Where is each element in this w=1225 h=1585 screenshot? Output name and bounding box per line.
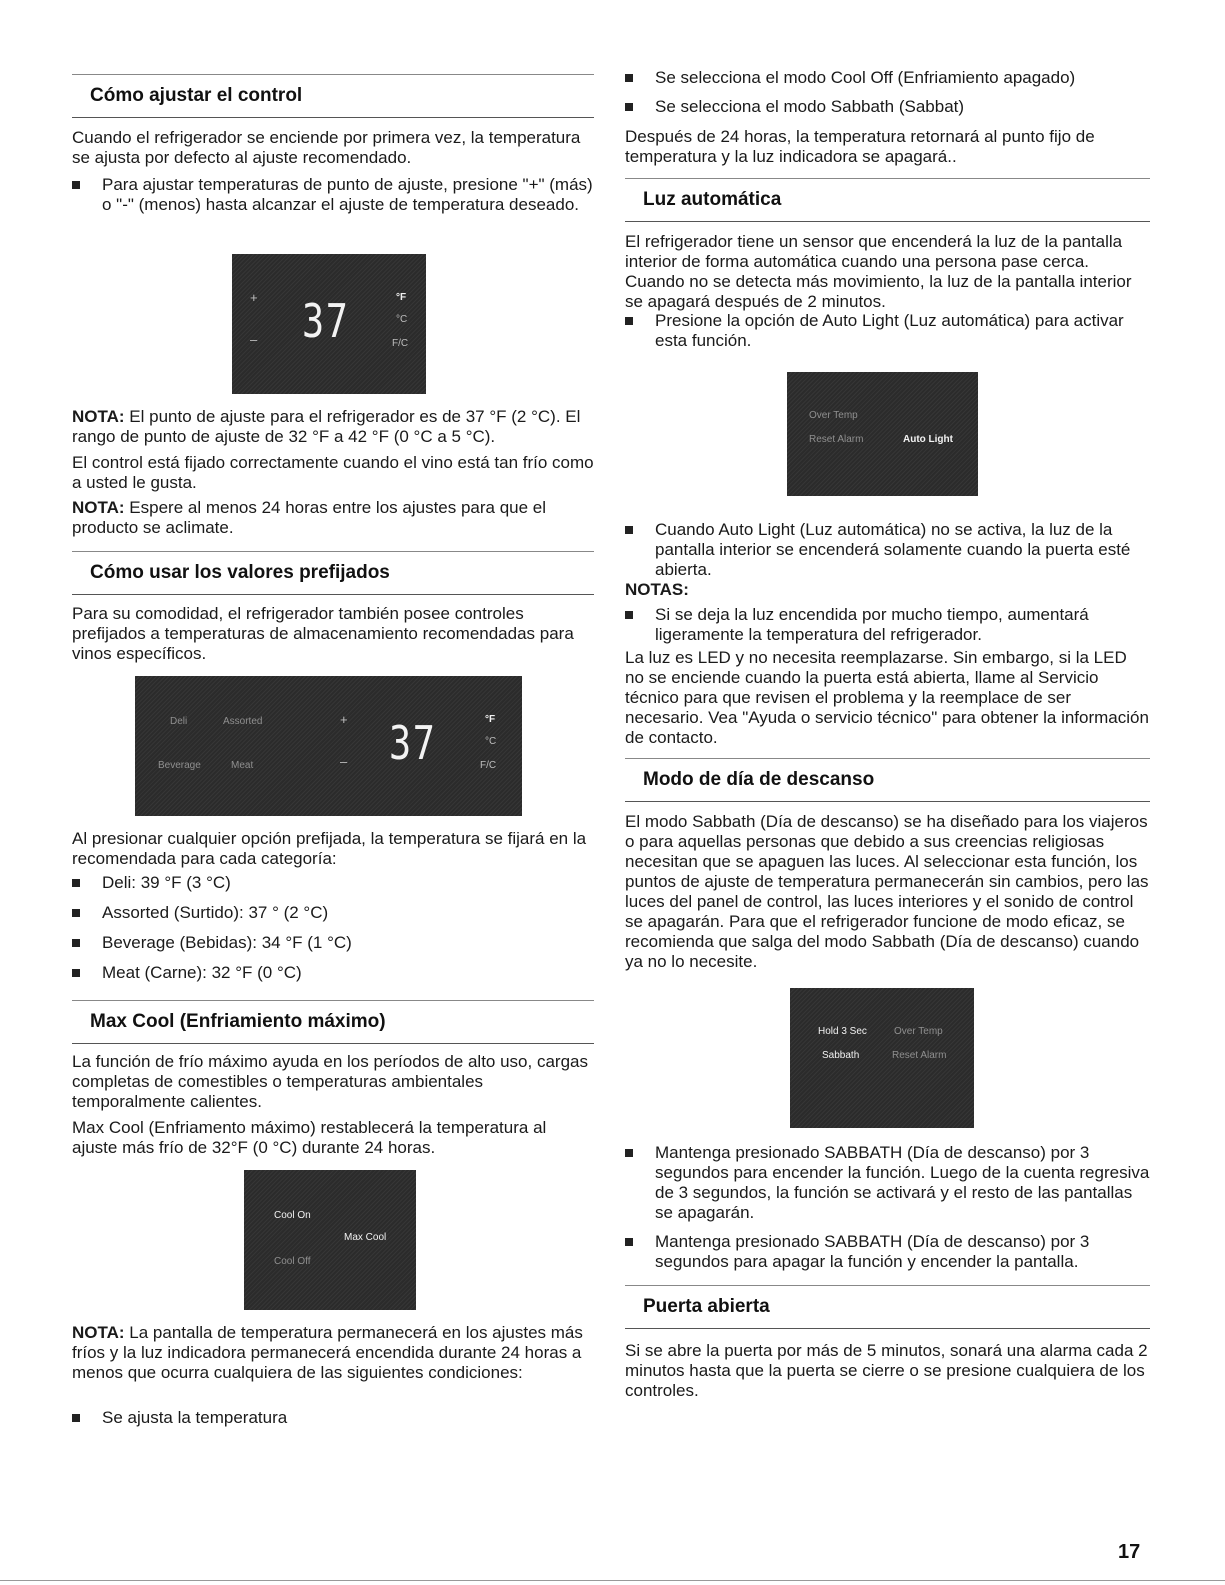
paragraph: Para su comodidad, el refrigerador también posee controles prefijados a temperaturas de almacenamiento recomendadas para vinos específicos. (72, 604, 574, 663)
note (72, 498, 594, 538)
paragraph: El modo Sabbath (Día de descanso) se ha diseñado para los viajeros o para aquellas personas que debido a sus creencias religiosas necesitan que se apaguen las luces. Al seleccionar esta función, los puntos de ajuste de temperatura permanecerán sin cambios, pero las luces del panel de control, las luces interiores y el sonido de control se apagarán. Para que el refrigerador funcione de modo eficaz, se recomienda que salga del modo Sabbath (Día de descanso) cuando ya no lo necesite. (625, 812, 1149, 971)
notes-label: NOTAS: (625, 580, 689, 599)
list-item: Si se deja la luz encendida por mucho tiempo, aumentará ligeramente la temperatura del refrigerador. (625, 605, 1150, 645)
temperature-display: 37 (389, 716, 437, 770)
note-label: NOTA: (72, 407, 125, 426)
note (72, 407, 594, 447)
auto-light-button[interactable]: Auto Light (903, 434, 953, 445)
reset-alarm-button[interactable]: Reset Alarm (809, 434, 864, 445)
note-text: Espere al menos 24 horas entre los ajustes para que el producto se aclimate. (72, 498, 547, 537)
divider (625, 758, 1150, 759)
paragraph: Cuando el refrigerador se enciende por primera vez, la temperatura se ajusta por defecto al ajuste recomendado. (72, 128, 581, 167)
fahrenheit-indicator: °F (485, 714, 496, 725)
list-item: Se selecciona el modo Cool Off (Enfriamiento apagado) (625, 68, 1150, 88)
paragraph: El refrigerador tiene un sensor que encenderá la luz de la pantalla interior de forma automática cuando una persona pase cerca. Cuando no se detecta más movimiento, la luz de la pantalla interior se apagará después de 2 minutos. (625, 232, 1132, 311)
paragraph: La función de frío máximo ayuda en los períodos de alto uso, cargas completas de comestibles o temperaturas ambientales temporalmente calientes. (72, 1052, 588, 1111)
paragraph: Max Cool (Enfriamento máximo) restablecerá la temperatura al ajuste más frío de 32°F (0 °C) durante 24 horas. (72, 1118, 547, 1157)
list-item: Mantenga presionado SABBATH (Día de descanso) por 3 segundos para encender la función. Luego de la cuenta regresiva de 3 segundos, la función se activará y el resto de las pantallas se apagarán. (625, 1143, 1150, 1223)
note-label: NOTA: (72, 1323, 125, 1342)
preset-assorted-button[interactable]: Assorted (223, 716, 263, 727)
section-heading-descanso (625, 758, 1150, 802)
divider (72, 551, 594, 552)
list-item: Presione la opción de Auto Light (Luz automática) para activar esta función. (625, 311, 1150, 351)
note (72, 1323, 594, 1383)
page-bottom-divider (0, 1580, 1225, 1581)
list-item: Cuando Auto Light (Luz automática) no se activa, la luz de la pantalla interior se encenderá solamente cuando la puerta esté abierta. (625, 520, 1150, 580)
celsius-indicator: °C (396, 314, 408, 325)
list-item: Mantenga presionado SABBATH (Día de descanso) por 3 segundos para apagar la función y encender la pantalla. (625, 1232, 1150, 1272)
sabbath-button[interactable]: Sabbath (822, 1050, 860, 1061)
section-heading-prefijados (72, 551, 594, 595)
divider (72, 1043, 594, 1044)
fahrenheit-indicator: °F (396, 292, 407, 303)
divider (625, 178, 1150, 179)
preset-meat-button[interactable]: Meat (231, 760, 254, 771)
cool-off-button[interactable]: Cool Off (274, 1256, 311, 1267)
list-item: Se selecciona el modo Sabbath (Sabbat) (625, 97, 1150, 117)
cool-on-button[interactable]: Cool On (274, 1210, 311, 1221)
paragraph: Después de 24 horas, la temperatura retornará al punto fijo de temperatura y la luz indicadora se apagará.. (625, 127, 1095, 166)
max-cool-button[interactable]: Max Cool (344, 1232, 387, 1243)
divider (72, 1000, 594, 1001)
hold-3-sec-label: Hold 3 Sec (818, 1026, 867, 1037)
divider (72, 117, 594, 118)
preset-beverage-button[interactable]: Beverage (158, 760, 201, 771)
over-temp-indicator: Over Temp (894, 1026, 943, 1037)
section-heading-puerta (625, 1285, 1150, 1329)
plus-button[interactable]: + (250, 290, 258, 305)
note-text: El punto de ajuste para el refrigerador es de 37 °F (2 °C). El rango de punto de ajuste de 32 °F a 42 °F (0 °C a 5 °C). (72, 407, 581, 446)
paragraph: Si se abre la puerta por más de 5 minutos, sonará una alarma cada 2 minutos hasta que la puerta se cierre o se presione cualquiera de los controles. (625, 1341, 1148, 1400)
divider (72, 74, 594, 75)
page-number: 17 (1118, 1541, 1141, 1563)
section-heading-ajustar (72, 74, 594, 118)
divider (625, 801, 1150, 802)
list-item: Deli: 39 °F (3 °C) (72, 873, 594, 893)
heading-text: Modo de día de descanso (643, 769, 875, 790)
temperature-display: 37 (302, 294, 350, 348)
paragraph: El control está fijado correctamente cuando el vino está tan frío como a usted le gusta. (72, 453, 594, 492)
over-temp-indicator: Over Temp (809, 410, 858, 421)
preset-deli-button[interactable]: Deli (170, 716, 188, 727)
heading-text: Cómo ajustar el control (90, 85, 303, 106)
list-item: Assorted (Surtido): 37 ° (2 °C) (72, 903, 594, 923)
paragraph: Al presionar cualquier opción prefijada, la temperatura se fijará en la recomendada para cada categoría: (72, 829, 587, 868)
plus-button[interactable]: + (340, 712, 348, 727)
note-text: La pantalla de temperatura permanecerá en los ajustes más fríos y la luz indicadora permanecerá encendida durante 24 horas a menos que ocurra cualquiera de las siguientes condiciones: (72, 1323, 583, 1382)
reset-alarm-button[interactable]: Reset Alarm (892, 1050, 947, 1061)
heading-text: Puerta abierta (643, 1296, 770, 1317)
list-item: Meat (Carne): 32 °F (0 °C) (72, 963, 594, 983)
note-label: NOTA: (72, 498, 125, 517)
fc-toggle-button[interactable]: F/C (480, 760, 497, 771)
divider (625, 221, 1150, 222)
section-heading-luz (625, 178, 1150, 222)
preset-control-panel (135, 676, 522, 816)
heading-text: Cómo usar los valores prefijados (90, 562, 390, 583)
section-heading-max-cool (72, 1000, 594, 1044)
fc-toggle-button[interactable]: F/C (392, 338, 409, 349)
minus-button[interactable]: – (340, 754, 348, 769)
divider (625, 1285, 1150, 1286)
auto-light-panel (787, 372, 978, 496)
heading-text: Max Cool (Enfriamiento máximo) (90, 1011, 386, 1032)
list-item: Para ajustar temperaturas de punto de ajuste, presione "+" (más) o "-" (menos) hasta alcanzar el ajuste de temperatura deseado. (72, 175, 594, 215)
max-cool-panel (244, 1170, 416, 1310)
heading-text: Luz automática (643, 189, 782, 210)
celsius-indicator: °C (485, 736, 497, 747)
paragraph: La luz es LED y no necesita reemplazarse. Sin embargo, si la LED no se enciende cuando la puerta está abierta, llame al Servicio técnico para que revisen el problema y la reemplace de ser necesario. Vea "Ayuda o servicio técnico" para obtener la información de contacto. (625, 648, 1149, 747)
sabbath-panel (790, 988, 974, 1128)
list-item: Beverage (Bebidas): 34 °F (1 °C) (72, 933, 594, 953)
minus-button[interactable]: – (250, 332, 258, 347)
divider (625, 1328, 1150, 1329)
divider (72, 594, 594, 595)
temperature-control-panel (232, 254, 426, 394)
list-item: Se ajusta la temperatura (72, 1408, 594, 1428)
